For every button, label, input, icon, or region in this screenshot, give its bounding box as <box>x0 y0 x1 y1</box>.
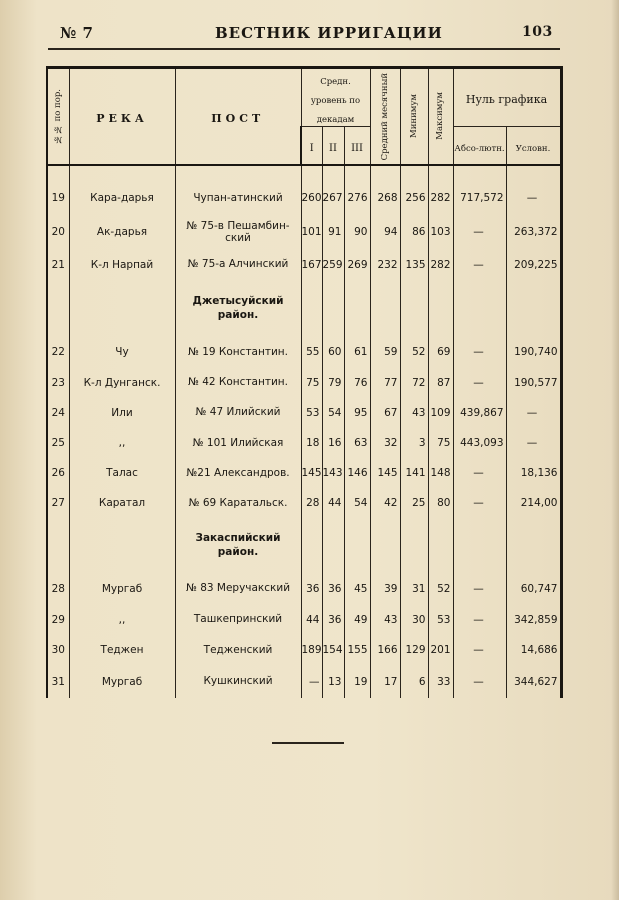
col-post-header: ПОСТ <box>175 68 301 165</box>
null-absolute: 439,867 <box>453 398 506 428</box>
river-name: Чу <box>69 337 175 368</box>
null-absolute: — <box>453 337 506 368</box>
minimum-level: 52 <box>400 337 428 368</box>
empty-cell <box>370 281 400 337</box>
decade-1-level: 55 <box>301 337 322 368</box>
col-dec3-header: III <box>344 127 370 165</box>
maximum-level: 282 <box>428 249 453 281</box>
empty-cell <box>69 519 175 573</box>
journal-title: ВЕСТНИК ИРРИГАЦИИ <box>215 24 443 42</box>
decade-2-level: 154 <box>322 635 344 666</box>
empty-cell <box>301 519 322 573</box>
col-absolute-header: Абсо-лютн. <box>453 127 506 165</box>
post-name: № 83 Меручакский <box>175 573 301 605</box>
col-null-group-header: Нуль графика <box>453 68 561 127</box>
decade-2-level: 16 <box>322 428 344 459</box>
maximum-level: 33 <box>428 666 453 698</box>
empty-cell <box>400 519 428 573</box>
table-row <box>47 666 561 698</box>
river-name: Талас <box>69 459 175 488</box>
decade-2-level: 267 <box>322 181 344 216</box>
maximum-level: 109 <box>428 398 453 428</box>
row-number: 22 <box>47 337 69 368</box>
table-row <box>47 398 561 428</box>
decade-3-level: 155 <box>344 635 370 666</box>
decade-1-level: 101 <box>301 216 322 249</box>
row-number: 24 <box>47 398 69 428</box>
decade-1-level: 53 <box>301 398 322 428</box>
empty-cell <box>322 519 344 573</box>
empty-cell <box>453 281 506 337</box>
minimum-level: 141 <box>400 459 428 488</box>
table-row <box>47 488 561 519</box>
river-name: ,, <box>69 605 175 635</box>
empty-cell <box>301 281 322 337</box>
issue-number: № 7 <box>60 24 94 42</box>
decade-1-level: 145 <box>301 459 322 488</box>
empty-cell <box>400 281 428 337</box>
decade-3-level: 269 <box>344 249 370 281</box>
monthly-mean: 32 <box>370 428 400 459</box>
monthly-mean: 166 <box>370 635 400 666</box>
null-conditional: 344,627 <box>506 666 561 698</box>
river-name: Мургаб <box>69 573 175 605</box>
null-absolute: — <box>453 573 506 605</box>
null-conditional: — <box>506 398 561 428</box>
col-monthly-header: Средний месячный <box>370 68 400 165</box>
monthly-mean: 59 <box>370 337 400 368</box>
minimum-level: 86 <box>400 216 428 249</box>
null-absolute: — <box>453 459 506 488</box>
monthly-mean: 17 <box>370 666 400 698</box>
null-conditional: — <box>506 428 561 459</box>
minimum-level: 43 <box>400 398 428 428</box>
null-conditional: 190,577 <box>506 368 561 398</box>
post-name: Ташкепринский <box>175 605 301 635</box>
decade-3-level: 276 <box>344 181 370 216</box>
decade-3-level: 54 <box>344 488 370 519</box>
decade-1-level: 260 <box>301 181 322 216</box>
river-name: Или <box>69 398 175 428</box>
table-row <box>47 368 561 398</box>
river-name: К-л Нарпай <box>69 249 175 281</box>
river-name: Кара-дарья <box>69 181 175 216</box>
decade-1-level: 44 <box>301 605 322 635</box>
river-name: К-л Дунганск. <box>69 368 175 398</box>
maximum-level: 53 <box>428 605 453 635</box>
decade-1-level: 36 <box>301 573 322 605</box>
empty-cell <box>428 281 453 337</box>
maximum-level: 80 <box>428 488 453 519</box>
decade-2-level: 259 <box>322 249 344 281</box>
decade-1-level: 18 <box>301 428 322 459</box>
river-name: Каратал <box>69 488 175 519</box>
monthly-mean: 232 <box>370 249 400 281</box>
row-number: 21 <box>47 249 69 281</box>
empty-cell <box>370 519 400 573</box>
decade-3-level: 19 <box>344 666 370 698</box>
row-number: 19 <box>47 181 69 216</box>
decade-3-level: 146 <box>344 459 370 488</box>
post-name: №21 Александров. <box>175 459 301 488</box>
post-name: Чупан-атинский <box>175 181 301 216</box>
null-conditional: 342,859 <box>506 605 561 635</box>
monthly-mean: 94 <box>370 216 400 249</box>
river-name: Ак-дарья <box>69 216 175 249</box>
table-row <box>47 428 561 459</box>
table-row <box>47 605 561 635</box>
row-number: 28 <box>47 573 69 605</box>
decade-2-level: 60 <box>322 337 344 368</box>
maximum-level: 103 <box>428 216 453 249</box>
decade-1-level: 75 <box>301 368 322 398</box>
river-name: Теджен <box>69 635 175 666</box>
decade-2-level: 79 <box>322 368 344 398</box>
river-name: ,, <box>69 428 175 459</box>
table-row <box>47 216 561 249</box>
empty-cell <box>47 281 69 337</box>
minimum-level: 30 <box>400 605 428 635</box>
maximum-level: 69 <box>428 337 453 368</box>
maximum-level: 87 <box>428 368 453 398</box>
section-row <box>47 519 561 573</box>
page-number: 103 <box>522 24 553 40</box>
decade-2-level: 143 <box>322 459 344 488</box>
table-body <box>47 165 561 698</box>
monthly-mean: 77 <box>370 368 400 398</box>
decade-3-level: 95 <box>344 398 370 428</box>
empty-cell <box>47 519 69 573</box>
null-absolute: — <box>453 368 506 398</box>
row-number: 25 <box>47 428 69 459</box>
monthly-mean: 145 <box>370 459 400 488</box>
decade-2-level: 36 <box>322 605 344 635</box>
post-name: Кушкинский <box>175 666 301 698</box>
post-name: № 19 Константин. <box>175 337 301 368</box>
row-number: 23 <box>47 368 69 398</box>
closing-rule <box>272 742 344 744</box>
null-absolute: — <box>453 666 506 698</box>
row-number: 31 <box>47 666 69 698</box>
col-river-header: РЕКА <box>69 68 175 165</box>
empty-cell <box>344 281 370 337</box>
section-title: Джетысуйский район. <box>175 281 301 337</box>
minimum-level: 25 <box>400 488 428 519</box>
monthly-mean: 268 <box>370 181 400 216</box>
maximum-level: 282 <box>428 181 453 216</box>
col-dec2-header: II <box>322 127 344 165</box>
row-number: 29 <box>47 605 69 635</box>
null-absolute: — <box>453 488 506 519</box>
col-number-header: №№ по пор. <box>47 68 69 165</box>
minimum-level: 3 <box>400 428 428 459</box>
minimum-level: 31 <box>400 573 428 605</box>
minimum-level: 256 <box>400 181 428 216</box>
null-conditional: 14,686 <box>506 635 561 666</box>
decade-2-level: 36 <box>322 573 344 605</box>
null-absolute: — <box>453 216 506 249</box>
minimum-level: 135 <box>400 249 428 281</box>
section-row <box>47 281 561 337</box>
null-absolute: — <box>453 635 506 666</box>
minimum-level: 129 <box>400 635 428 666</box>
decade-3-level: 61 <box>344 337 370 368</box>
decade-3-level: 90 <box>344 216 370 249</box>
table-spacer-row <box>47 165 561 181</box>
monthly-mean: 43 <box>370 605 400 635</box>
col-minimum-header: Минимум <box>400 68 428 165</box>
maximum-level: 75 <box>428 428 453 459</box>
maximum-level: 52 <box>428 573 453 605</box>
empty-cell <box>506 519 561 573</box>
col-maximum-header: Максимум <box>428 68 453 165</box>
table-row <box>47 573 561 605</box>
water-level-table <box>46 66 563 698</box>
null-absolute: — <box>453 249 506 281</box>
null-conditional: 214,00 <box>506 488 561 519</box>
river-name: Мургаб <box>69 666 175 698</box>
post-name: № 101 Илийская <box>175 428 301 459</box>
empty-cell <box>69 281 175 337</box>
decade-3-level: 63 <box>344 428 370 459</box>
empty-cell <box>453 519 506 573</box>
minimum-level: 72 <box>400 368 428 398</box>
header-rule <box>48 48 560 50</box>
row-number: 20 <box>47 216 69 249</box>
null-absolute: 717,572 <box>453 181 506 216</box>
null-conditional: 190,740 <box>506 337 561 368</box>
section-title: Закаспийский район. <box>175 519 301 573</box>
decade-3-level: 49 <box>344 605 370 635</box>
null-conditional: 263,372 <box>506 216 561 249</box>
monthly-mean: 67 <box>370 398 400 428</box>
post-name: № 75-в Пешамбин-ский <box>175 216 301 249</box>
decade-2-level: 44 <box>322 488 344 519</box>
decade-2-level: 13 <box>322 666 344 698</box>
null-absolute: — <box>453 605 506 635</box>
decade-2-level: 91 <box>322 216 344 249</box>
post-name: Тедженский <box>175 635 301 666</box>
decade-3-level: 76 <box>344 368 370 398</box>
table-row <box>47 181 561 216</box>
row-number: 27 <box>47 488 69 519</box>
col-decade-group-header: Средн. уровень по декадам <box>301 68 370 127</box>
monthly-mean: 39 <box>370 573 400 605</box>
table-row <box>47 337 561 368</box>
maximum-level: 201 <box>428 635 453 666</box>
decade-1-level: 189 <box>301 635 322 666</box>
empty-cell <box>428 519 453 573</box>
post-name: № 75-а Алчинский <box>175 249 301 281</box>
post-name: № 42 Константин. <box>175 368 301 398</box>
row-number: 30 <box>47 635 69 666</box>
null-conditional: 209,225 <box>506 249 561 281</box>
minimum-level: 6 <box>400 666 428 698</box>
null-absolute: 443,093 <box>453 428 506 459</box>
empty-cell <box>322 281 344 337</box>
empty-cell <box>506 281 561 337</box>
table-row <box>47 249 561 281</box>
table-row <box>47 459 561 488</box>
decade-2-level: 54 <box>322 398 344 428</box>
monthly-mean: 42 <box>370 488 400 519</box>
decade-3-level: 45 <box>344 573 370 605</box>
decade-1-level: 167 <box>301 249 322 281</box>
empty-cell <box>344 519 370 573</box>
row-number: 26 <box>47 459 69 488</box>
post-name: № 47 Илийский <box>175 398 301 428</box>
null-conditional: 18,136 <box>506 459 561 488</box>
null-conditional: 60,747 <box>506 573 561 605</box>
decade-1-level: — <box>301 666 322 698</box>
col-dec1-header: I <box>301 127 322 165</box>
col-conditional-header: Условн. <box>506 127 561 165</box>
post-name: № 69 Каратальск. <box>175 488 301 519</box>
maximum-level: 148 <box>428 459 453 488</box>
table-row <box>47 635 561 666</box>
page-edge-shadow <box>611 0 619 900</box>
decade-1-level: 28 <box>301 488 322 519</box>
null-conditional: — <box>506 181 561 216</box>
